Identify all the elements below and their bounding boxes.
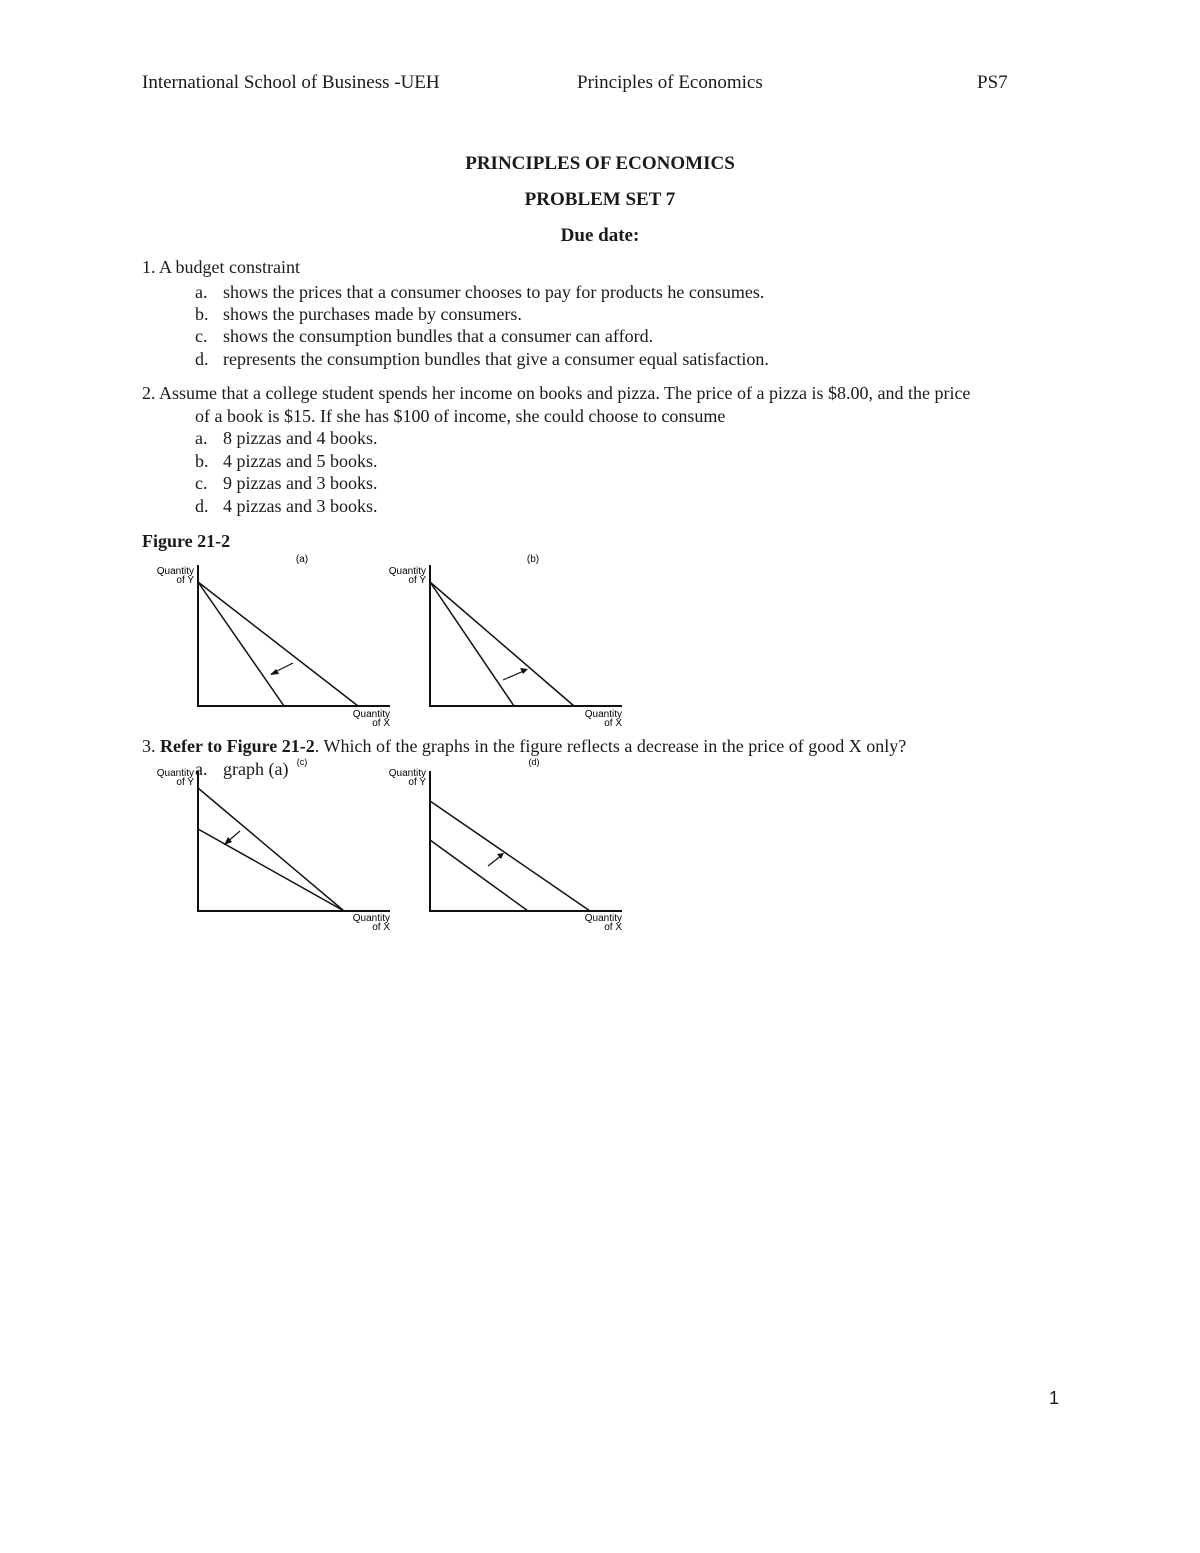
option-label: c. <box>195 326 208 346</box>
option-label: b. <box>195 451 209 471</box>
due-date: Due date: <box>560 225 640 246</box>
option-text: 4 pizzas and 3 books. <box>223 496 378 516</box>
graph-a <box>140 550 400 730</box>
option-text: represents the consumption bundles that give a consumer equal satisfaction. <box>223 349 769 369</box>
graph-d-budget-line-new <box>430 801 590 911</box>
graph-b-label: (b) <box>526 554 540 565</box>
problem-set-title: PROBLEM SET 7 <box>524 189 676 210</box>
page-number: 1 <box>1049 1388 1060 1408</box>
header-set: PS7 <box>977 72 1008 93</box>
option-text: 9 pizzas and 3 books. <box>223 473 378 493</box>
option-label: a. <box>195 428 208 448</box>
option-label: b. <box>195 304 209 324</box>
graph-c-y-label-1: Quantity <box>156 768 194 779</box>
document-title: PRINCIPLES OF ECONOMICS <box>465 153 735 174</box>
graph-d <box>372 755 632 935</box>
option-label: d. <box>195 349 209 369</box>
question-2-stem-line-1: 2. Assume that a college student spends her income on books and pizza. The price of a pizza is $8.00, and the price <box>142 383 971 403</box>
option-text: 4 pizzas and 5 books. <box>223 451 378 471</box>
graph-b-arrow-head <box>520 668 528 674</box>
option-text: 8 pizzas and 4 books. <box>223 428 378 448</box>
option-label: a. <box>195 282 208 302</box>
graph-d-x-label-1: Quantity <box>584 913 622 924</box>
graph-c-y-label-2: of Y <box>176 777 194 788</box>
graph-a-arrow-head <box>270 669 279 675</box>
graph-a-y-label-1: Quantity <box>156 566 194 577</box>
graph-d-label: (d) <box>528 757 540 767</box>
question-3-stem <box>142 736 906 757</box>
graph-c-x-label-1: Quantity <box>352 913 390 924</box>
graph-a-y-label-2: of Y <box>176 575 194 586</box>
graph-c-x-label-2: of X <box>372 922 390 933</box>
graph-a-x-label-2: of X <box>372 718 390 729</box>
question-1-stem: 1. A budget constraint <box>142 257 300 277</box>
graph-b <box>372 550 632 730</box>
graph-c <box>140 755 400 935</box>
header-course: Principles of Economics <box>577 72 763 93</box>
graph-c-budget-line-initial <box>198 788 344 911</box>
option-text: graph (a) <box>223 759 289 779</box>
graph-a-x-label-1: Quantity <box>352 709 390 720</box>
graph-b-x-label-2: of X <box>604 718 622 729</box>
graph-d-y-label-1: Quantity <box>388 768 426 779</box>
graph-c-budget-line-new <box>198 829 344 911</box>
graph-b-y-label-1: Quantity <box>388 566 426 577</box>
question-3-text: . Which of the graphs in the figure reflects a decrease in the price of good X only? <box>314 736 907 756</box>
option-label: a. <box>195 759 208 779</box>
question-3-number: 3. <box>142 736 160 756</box>
option-label: d. <box>195 496 209 516</box>
option-text: shows the consumption bundles that a consumer can afford. <box>223 326 654 346</box>
option-text: shows the prices that a consumer chooses to pay for products he consumes. <box>223 282 765 302</box>
graph-b-x-label-1: Quantity <box>584 709 622 720</box>
graph-a-axes <box>198 565 390 706</box>
graph-d-axes <box>430 771 622 911</box>
header-school: International School of Business -UEH <box>142 72 440 93</box>
option-text: shows the purchases made by consumers. <box>223 304 522 324</box>
graph-a-budget-line-initial <box>198 582 358 706</box>
figure-title: Figure 21-2 <box>142 531 231 551</box>
graph-a-budget-line-new <box>198 582 284 706</box>
graph-d-y-label-2: of Y <box>408 777 426 788</box>
graph-d-budget-line-initial <box>430 840 528 911</box>
graph-d-x-label-2: of X <box>604 922 622 933</box>
option-label: c. <box>195 473 208 493</box>
question-3-figure-ref: Refer to Figure 21-2 <box>160 736 315 756</box>
question-2-stem-line-2: of a book is $15. If she has $100 of income, she could choose to consume <box>195 406 726 426</box>
graph-b-axes <box>430 565 622 706</box>
graph-c-label: (c) <box>296 757 308 767</box>
graph-b-y-label-2: of Y <box>408 575 426 586</box>
graph-a-label: (a) <box>295 554 309 565</box>
